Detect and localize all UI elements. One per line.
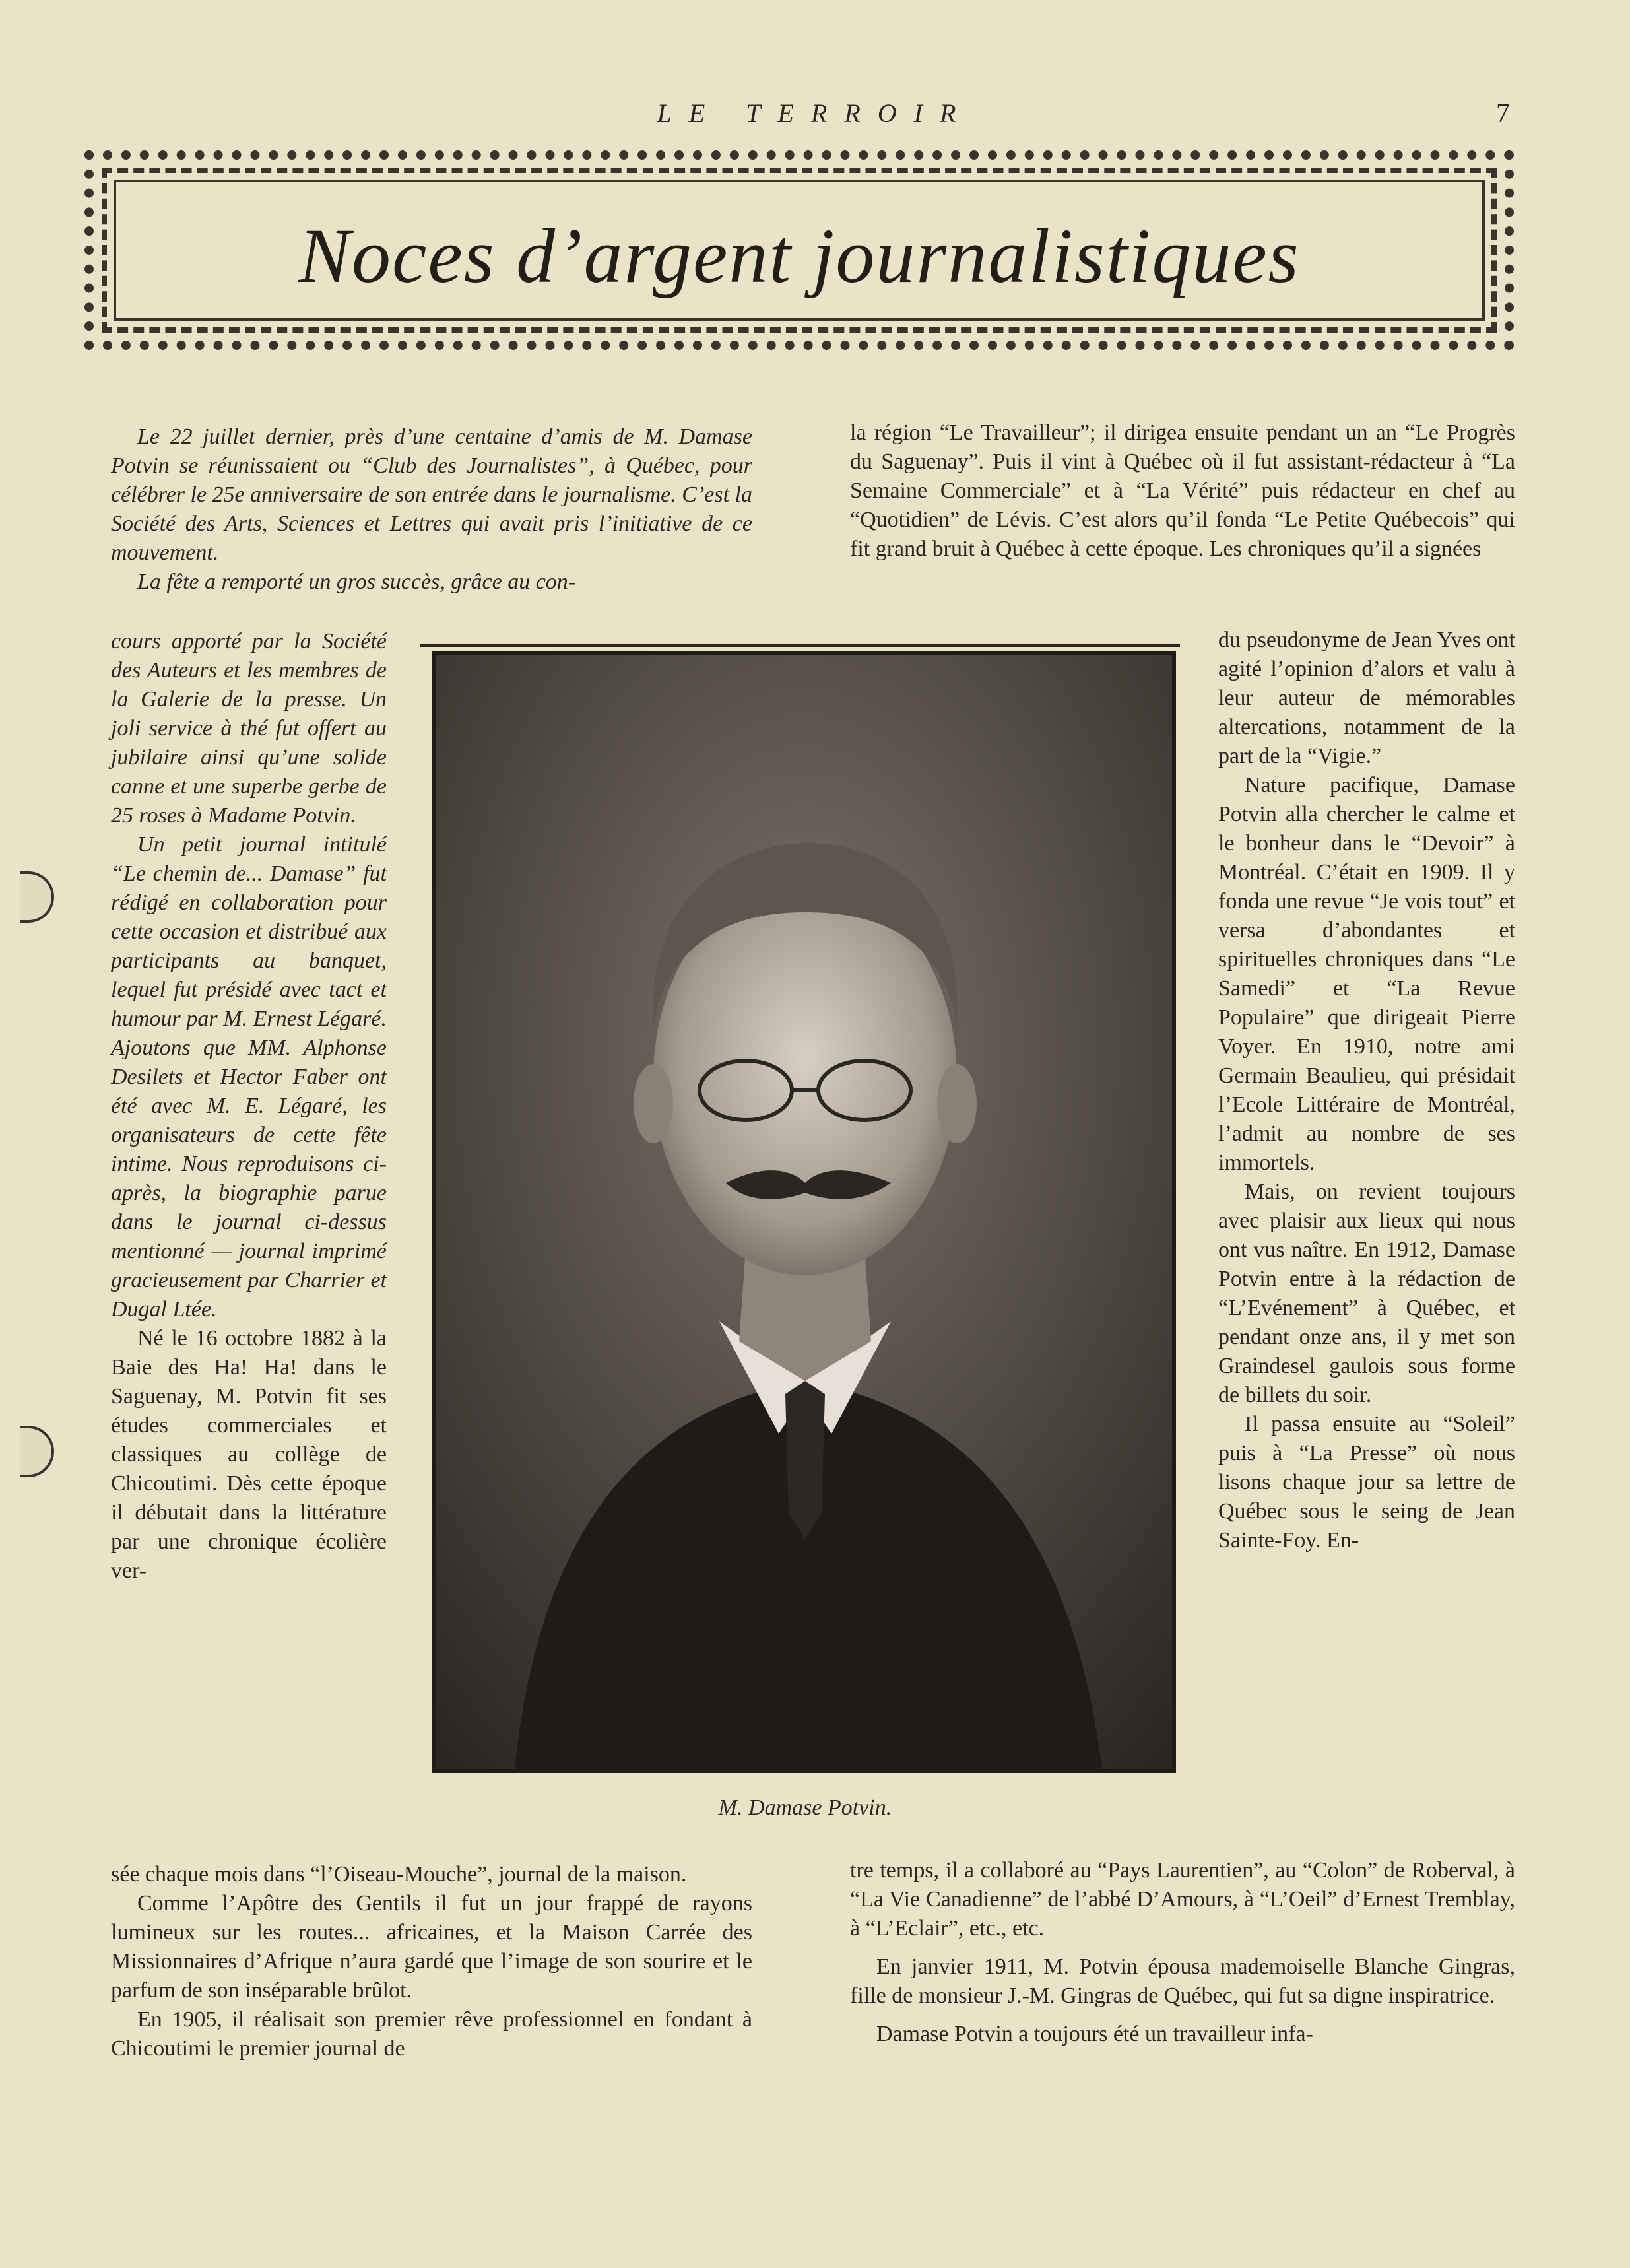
binder-hole [20, 1426, 54, 1477]
page-number: 7 [1496, 98, 1510, 129]
paragraph: du pseudonyme de Jean Yves ont agité l’opinion d’alors et valu à leur auteur de mémorables altercations, notamment de la part de la “Vigie.” [1218, 628, 1515, 768]
left-column-bottom [111, 1860, 752, 2063]
running-header: LE TERROIR [657, 98, 973, 128]
paragraph: Un petit journal intitulé “Le chemin de... Damase” fut rédigé en collaboration pour cette occasion et distribué aux participants au banquet, lequel fut présidé avec tact et humour par M. Ernest Légaré. Ajoutons que MM. Alphonse Desilets et Hector Faber ont été avec M. E. Légaré, les organisateurs de cette fête intime. Nous reproduisons ci-après, la biographie parue dans le journal ci-dessus mentionné — journal imprimé gracieusement par Charrier et Dugal Ltée. [111, 832, 387, 1321]
right-column-top [850, 418, 1515, 564]
paragraph: Nature pacifique, Damase Potvin alla chercher le calme et le bonheur dans le “Devoir” à Montréal. C’était en 1909. Il y fonda une revue “Je vois tout” et versa d’abondantes et spirituelles chroniques dans “Le Samedi” et “La Revue Populaire” que dirigeait Pierre Voyer. En 1910, notre ami Germain Beaulieu, qui présidait l’Ecole Littéraire de Montréal, l’admit au nombre de ses immortels. [1218, 773, 1515, 1175]
title-ornamental-frame [84, 150, 1514, 350]
left-column-narrow [111, 627, 387, 1585]
paragraph: Il passa ensuite au “Soleil” puis à “La Presse” où nous lisons chaque jour sa lettre de Québec sous le seing de Jean Sainte-Foy. En- [1218, 1412, 1515, 1552]
portrait-image [436, 655, 1172, 1769]
paragraph: tre temps, il a collaboré au “Pays Laurentien”, au “Colon” de Roberval, à “La Vie Canadienne” de l’abbé D’Amours, à “L’Oeil” d’Ernest Tremblay, à “L’Eclair”, etc., etc. [850, 1858, 1515, 1941]
right-column-narrow [1218, 626, 1515, 1555]
portrait-photo [432, 651, 1176, 1773]
paragraph: Mais, on revient toujours avec plaisir aux lieux qui nous ont vus naître. En 1912, Damase Potvin entre à la rédaction de “L’Evénement” à Québec, et pendant onze ans, il y met son Graindesel gaulois sous forme de billets du soir. [1218, 1180, 1515, 1407]
paragraph: Né le 16 octobre 1882 à la Baie des Ha! Ha! dans le Saguenay, M. Potvin fit ses études commerciales et classiques au collège de Chicoutimi. Dès cette époque il débutait dans la littérature par une chronique écolière ver- [111, 1326, 387, 1583]
photo-caption: M. Damase Potvin. [718, 1795, 892, 1820]
paragraph: Le 22 juillet dernier, près d’une centaine d’amis de M. Damase Potvin se réunissaient ou “Club des Journalistes”, à Québec, pour célébrer le 25e anniversaire de son entrée dans le journalisme. C’est la Société des Arts, Sciences et Lettres qui avait pris l’initiative de ce mouvement. [111, 424, 752, 565]
paragraph: cours apporté par la Société des Auteurs et les membres de la Galerie de la presse. Un joli service à thé fut offert au jubilaire ainsi qu’une solide canne et une superbe gerbe de 25 roses à Madame Potvin. [111, 629, 387, 828]
paragraph: Damase Potvin a toujours été un travailleur infa- [876, 2022, 1313, 2046]
photo-top-rule [420, 644, 1180, 647]
paragraph: En 1905, il réalisait son premier rêve professionnel en fondant à Chicoutimi le premier journal de [111, 2007, 752, 2061]
paragraph: La fête a remporté un gros succès, grâce au con- [137, 570, 576, 594]
paragraph: la région “Le Travailleur”; il dirigea ensuite pendant un an “Le Progrès du Saguenay”. Puis il vint à Québec où il fut assistant-rédacteur à “La Semaine Commerciale” et à “La Vérité” puis rédacteur en chef au “Quotidien” de Lévis. C’est alors qu’il fonda “Le Petite Québecois” qui fit grand bruit à Québec à cette époque. Les chroniques qu’il a signées [850, 420, 1515, 561]
article-title: Noces d’argent journalistiques [298, 213, 1300, 299]
left-column-top [111, 422, 752, 597]
binder-hole [20, 871, 54, 923]
paragraph: En janvier 1911, M. Potvin épousa mademoiselle Blanche Gingras, fille de monsieur J.-M. Gingras de Québec, qui fut sa digne inspiratrice. [850, 1954, 1515, 2008]
right-column-bottom [850, 1856, 1515, 2049]
paragraph: Comme l’Apôtre des Gentils il fut un jour frappé de rayons lumineux sur les routes... africaines, et la Maison Carrée des Missionnaires d’Afrique n’aura gardé que l’image de son sourire et le parfum de son inséparable brûlot. [111, 1891, 752, 2003]
paragraph: sée chaque mois dans “l’Oiseau-Mouche”, journal de la maison. [111, 1862, 687, 1886]
